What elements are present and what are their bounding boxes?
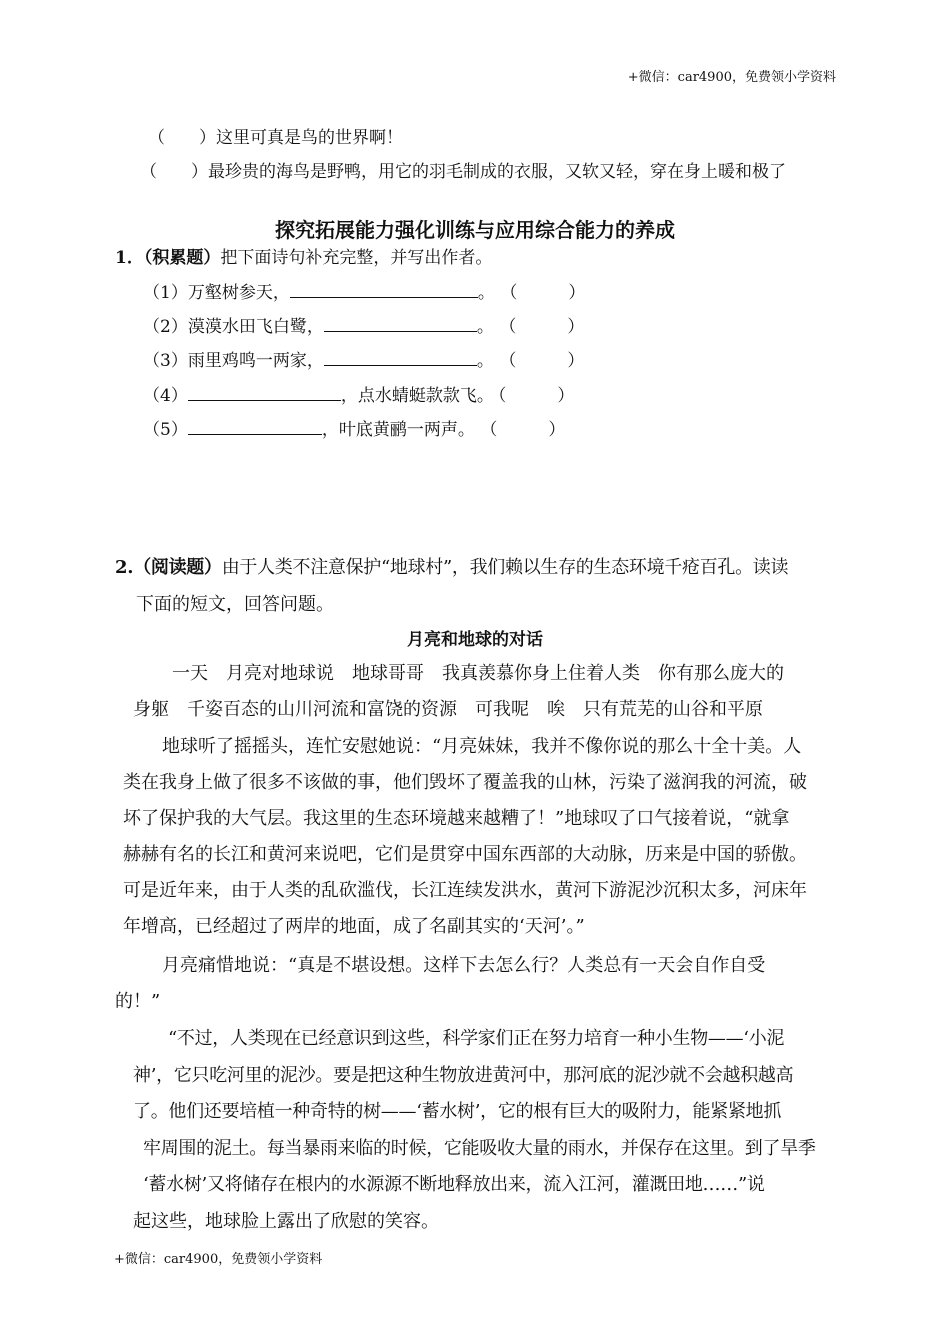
item-before-text: 雨里鸡鸣一两家，	[187, 351, 324, 371]
story-para3-line: 的！”	[115, 991, 161, 1012]
blank-line[interactable]	[324, 349, 477, 366]
story-para2-line: 年增高，已经超过了两岸的地面，成了名副其实的‘天河’。”	[123, 916, 585, 937]
q2-prompt-line-2: 下面的短文，回答问题。	[136, 594, 334, 615]
answer-paren[interactable]: （ ）	[140, 162, 208, 182]
section-title: 探究拓展能力强化训练与应用综合能力的养成	[275, 218, 675, 242]
story-para4-line: ‘蓄水树’又将储存在根内的水源源不断地释放出来，流入江河，灌溉田地……”说	[143, 1174, 765, 1195]
story-para1-line: 一天 月亮对地球说 地球哥哥 我真羡慕你身上住着人类 你有那么庞大的	[172, 663, 784, 684]
story-para3-line: 月亮痛惜地说：“真是不堪设想。这样下去怎么行？人类总有一天会自作自受	[162, 955, 766, 976]
story-title: 月亮和地球的对话	[407, 630, 543, 650]
story-para2-line: 可是近年来，由于人类的乱砍滥伐，长江连续发洪水，黄河下游泥沙沉积太多，河床年	[123, 880, 807, 901]
q1-item-2	[143, 312, 584, 337]
q1-header	[115, 243, 492, 268]
answer-paren[interactable]: （ ）	[148, 128, 216, 148]
item-before-text: 漠漠水田飞白鹭，	[187, 317, 324, 337]
q1-tag: （积累题）	[143, 248, 221, 268]
story-para4-line: 神’，它只吃河里的泥沙。要是把这种生物放进黄河中，那河底的泥沙就不会越积越高	[133, 1065, 794, 1086]
item-after-text: 。	[476, 351, 494, 371]
q1-item-1	[143, 278, 585, 303]
author-paren[interactable]: （ ）	[507, 317, 585, 337]
author-paren[interactable]: （ ）	[508, 283, 586, 303]
item-number: （1）	[143, 283, 188, 303]
footer-wechat-note: +微信：car4900，免费领小学资料	[114, 1252, 323, 1267]
q1-item-4	[143, 381, 574, 406]
item-before-text: 万壑树参天，	[187, 283, 290, 303]
story-para4-line: 了。他们还要培植一种奇特的树——‘蓄水树’，它的根有巨大的吸附力，能紧紧地抓	[133, 1101, 782, 1122]
top-item-text: 这里可真是鸟的世界啊！	[216, 128, 403, 148]
q2-prompt-line-1: 由于人类不注意保护“地球村”，我们赖以生存的生态环境千疮百孔。读读	[221, 557, 789, 578]
story-para2-line: 赫赫有名的长江和黄河来说吧，它们是贯穿中国东西部的大动脉，历来是中国的骄傲。	[123, 844, 807, 865]
q2-tag: （阅读题）	[133, 557, 222, 578]
story-para4-line: 起这些，地球脸上露出了欣慰的笑容。	[133, 1211, 439, 1232]
top-item-1	[148, 123, 403, 148]
q2-header	[115, 553, 788, 579]
top-item-text: 最珍贵的海鸟是野鸭，用它的羽毛制成的衣服，又软又轻，穿在身上暖和极了	[208, 162, 786, 182]
story-para2-line: 坏了保护我的大气层。我这里的生态环境越来越糟了！”地球叹了口气接着说，“就拿	[123, 808, 790, 829]
item-after-text: ，点水蜻蜓款款飞。	[340, 386, 494, 406]
author-paren[interactable]: （ ）	[497, 386, 575, 406]
q1-number: 1．	[115, 248, 144, 268]
author-paren[interactable]: （ ）	[507, 351, 585, 371]
item-number: （2）	[143, 317, 188, 337]
item-number: （5）	[143, 420, 188, 440]
top-item-2	[140, 157, 786, 182]
header-wechat-note: +微信：car4900，免费领小学资料	[627, 70, 836, 85]
blank-line[interactable]	[324, 315, 477, 332]
story-para4-line: “不过，人类现在已经意识到这些，科学家们正在努力培育一种小生物——‘小泥	[168, 1028, 785, 1049]
story-para2-line: 类在我身上做了很多不该做的事，他们毁坏了覆盖我的山林，污染了滋润我的河流，破	[123, 772, 807, 793]
story-para1-line: 身躯 千姿百态的山川河流和富饶的资源 可我呢 唉 只有荒芜的山谷和平原	[133, 699, 763, 720]
item-after-text: ，叶底黄鹂一两声。	[321, 420, 475, 440]
story-para4-line: 牢周围的泥土。每当暴雨来临的时候，它能吸收大量的雨水，并保存在这里。到了旱季	[143, 1138, 816, 1159]
author-paren[interactable]: （ ）	[488, 420, 566, 440]
item-number: （3）	[143, 351, 188, 371]
q2-number: 2.	[115, 557, 134, 578]
item-after-text: 。	[477, 283, 495, 303]
item-after-text: 。	[476, 317, 494, 337]
q1-prompt: 把下面诗句补充完整，并写出作者。	[220, 248, 493, 268]
story-para2-line: 地球听了摇摇头，连忙安慰她说：“月亮妹妹，我并不像你说的那么十全十美。人	[162, 736, 802, 757]
item-number: （4）	[143, 386, 188, 406]
blank-line[interactable]	[188, 384, 341, 401]
q1-item-5	[143, 415, 565, 440]
blank-line[interactable]	[290, 281, 478, 298]
q1-item-3	[143, 346, 584, 371]
blank-line[interactable]	[188, 418, 322, 435]
